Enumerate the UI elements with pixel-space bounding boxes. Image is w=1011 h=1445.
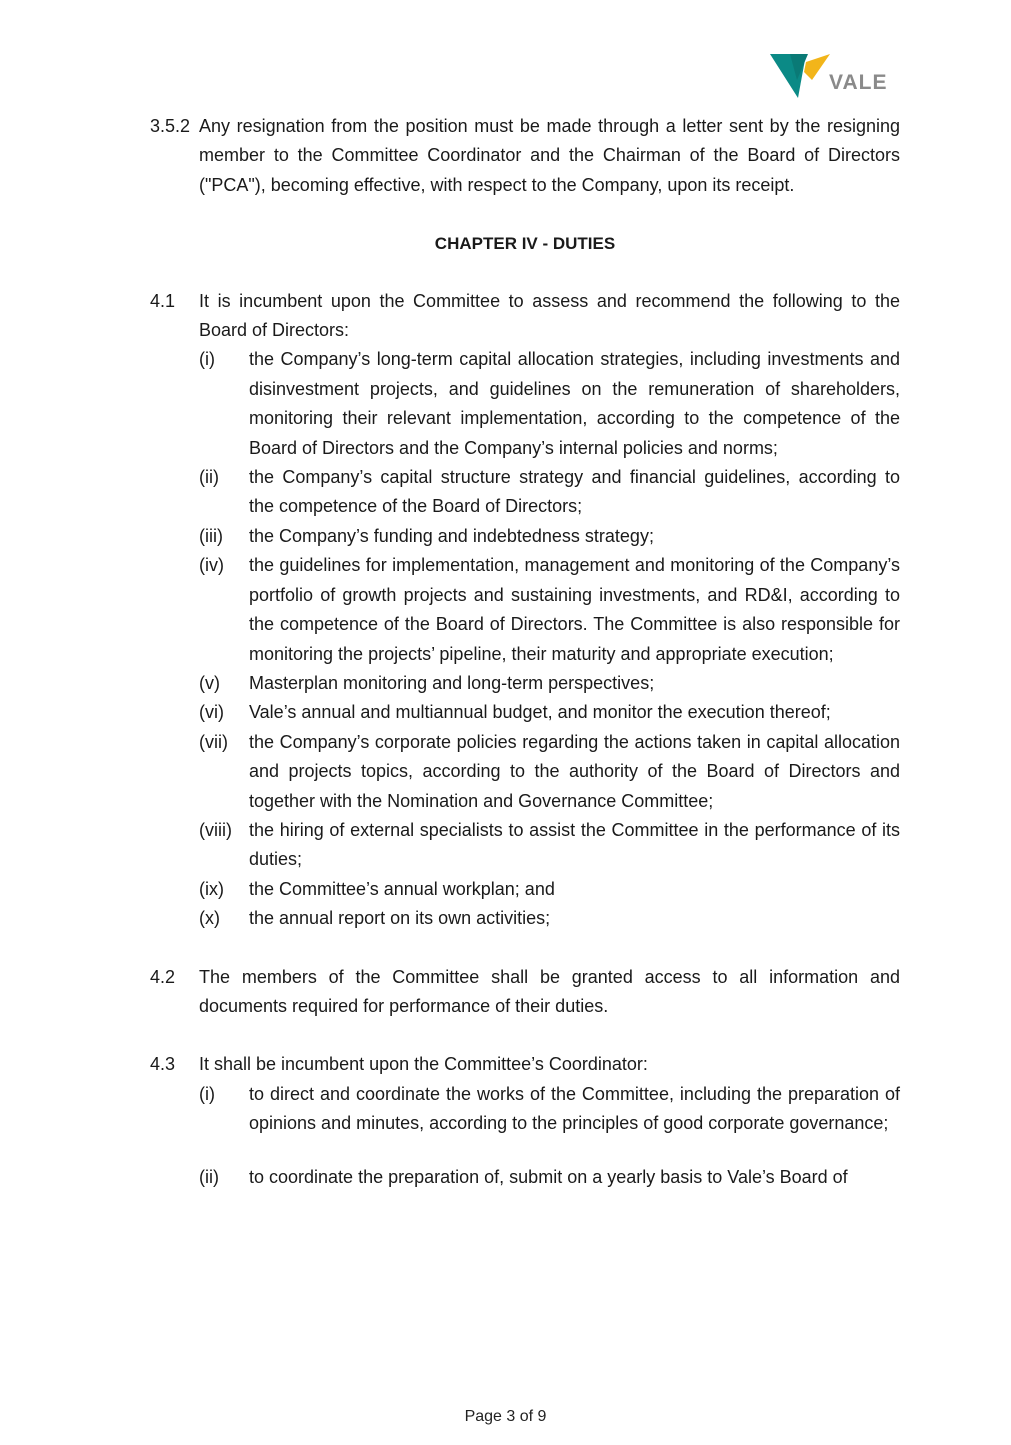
page-number: Page 3 of 9 <box>464 1408 547 1425</box>
item-text: the Company’s long-term capital allocation strategies, including investments and disinvestment projects, and guidelines on the remuneration of shareholders, monitoring their relevant implementation, according to the competence of the Board of Directors and the Company’s internal policies and norms; <box>249 349 900 458</box>
section-intro: It shall be incumbent upon the Committee’s Coordinator: <box>199 1054 648 1075</box>
item-number: (vi) <box>199 702 224 723</box>
item-text: the Committee’s annual workplan; and <box>249 878 555 899</box>
item-number: (viii) <box>199 819 232 840</box>
section-intro: It is incumbent upon the Committee to assess and recommend the following to the Board of Directors: <box>199 290 900 341</box>
item-number: (ii) <box>199 467 219 488</box>
item-number: (i) <box>199 1083 215 1104</box>
section-text: Any resignation from the position must be made through a letter sent by the resigning member to the Committee Coordinator and the Chairman of the Board of Directors ("PCA"), becoming effective, with respect to the Company, upon its receipt. <box>199 116 900 195</box>
item-number: (iv) <box>199 555 224 576</box>
chapter-title: CHAPTER IV - DUTIES <box>434 234 616 254</box>
item-number: (iii) <box>199 525 223 546</box>
item-text: to direct and coordinate the works of the Committee, including the preparation of opinions and minutes, according to the principles of good corporate governance; <box>249 1083 900 1134</box>
item-text: to coordinate the preparation of, submit on a yearly basis to Vale’s Board of <box>249 1166 848 1187</box>
item-text: Masterplan monitoring and long-term perspectives; <box>249 672 655 693</box>
item-number: (i) <box>199 349 215 370</box>
item-number: (vii) <box>199 731 228 752</box>
logo-wordmark: VALE <box>829 71 888 94</box>
list-item <box>150 345 900 463</box>
list-item <box>150 875 900 904</box>
list-item <box>150 551 900 669</box>
list-item <box>150 669 900 698</box>
section-4-1 <box>150 287 900 346</box>
list-item <box>150 463 900 522</box>
section-number: 4.1 <box>150 290 176 311</box>
list-item <box>150 1163 900 1192</box>
item-number: (ii) <box>199 1166 219 1187</box>
item-text: the annual report on its own activities; <box>249 908 551 929</box>
spacer <box>150 1139 900 1163</box>
section-number: 4.2 <box>150 966 176 987</box>
item-number: (ix) <box>199 878 224 899</box>
section-3-5-2 <box>150 112 900 200</box>
item-text: Vale’s annual and multiannual budget, and monitor the execution thereof; <box>249 702 831 723</box>
item-number: (v) <box>199 672 220 693</box>
spacer <box>150 1021 900 1050</box>
item-text: the Company’s corporate policies regarding the actions taken in capital allocation and projects topics, according to the authority of the Board of Directors and together with the Nomination and Governance Committee; <box>249 731 900 811</box>
item-text: the guidelines for implementation, management and monitoring of the Company’s portfolio of growth projects and sustaining investments, and RD&I, according to the competence of the Board of Directors. The Committee is also responsible for monitoring the projects’ pipeline, their maturity and appropriate execution; <box>249 555 900 664</box>
section-4-3 <box>150 1050 900 1079</box>
section-4-2 <box>150 963 900 1022</box>
list-item <box>150 522 900 551</box>
section-text: The members of the Committee shall be granted access to all information and documents required for performance of their duties. <box>199 966 900 1016</box>
section-number: 3.5.2 <box>150 116 191 136</box>
section-number: 4.3 <box>150 1054 176 1075</box>
list-item <box>150 1080 900 1139</box>
item-text: the hiring of external specialists to assist the Committee in the performance of its duties; <box>249 819 900 870</box>
vale-logo <box>768 50 892 102</box>
vale-logo-icon <box>768 50 830 102</box>
list-item <box>150 816 900 875</box>
list-item <box>150 904 900 933</box>
document-body <box>150 112 900 1192</box>
item-text: the Company’s funding and indebtedness strategy; <box>249 525 654 546</box>
spacer <box>150 934 900 963</box>
item-text: the Company’s capital structure strategy and financial guidelines, according to the competence of the Board of Directors; <box>249 467 900 517</box>
list-item <box>150 728 900 816</box>
list-item <box>150 698 900 727</box>
item-number: (x) <box>199 908 220 929</box>
